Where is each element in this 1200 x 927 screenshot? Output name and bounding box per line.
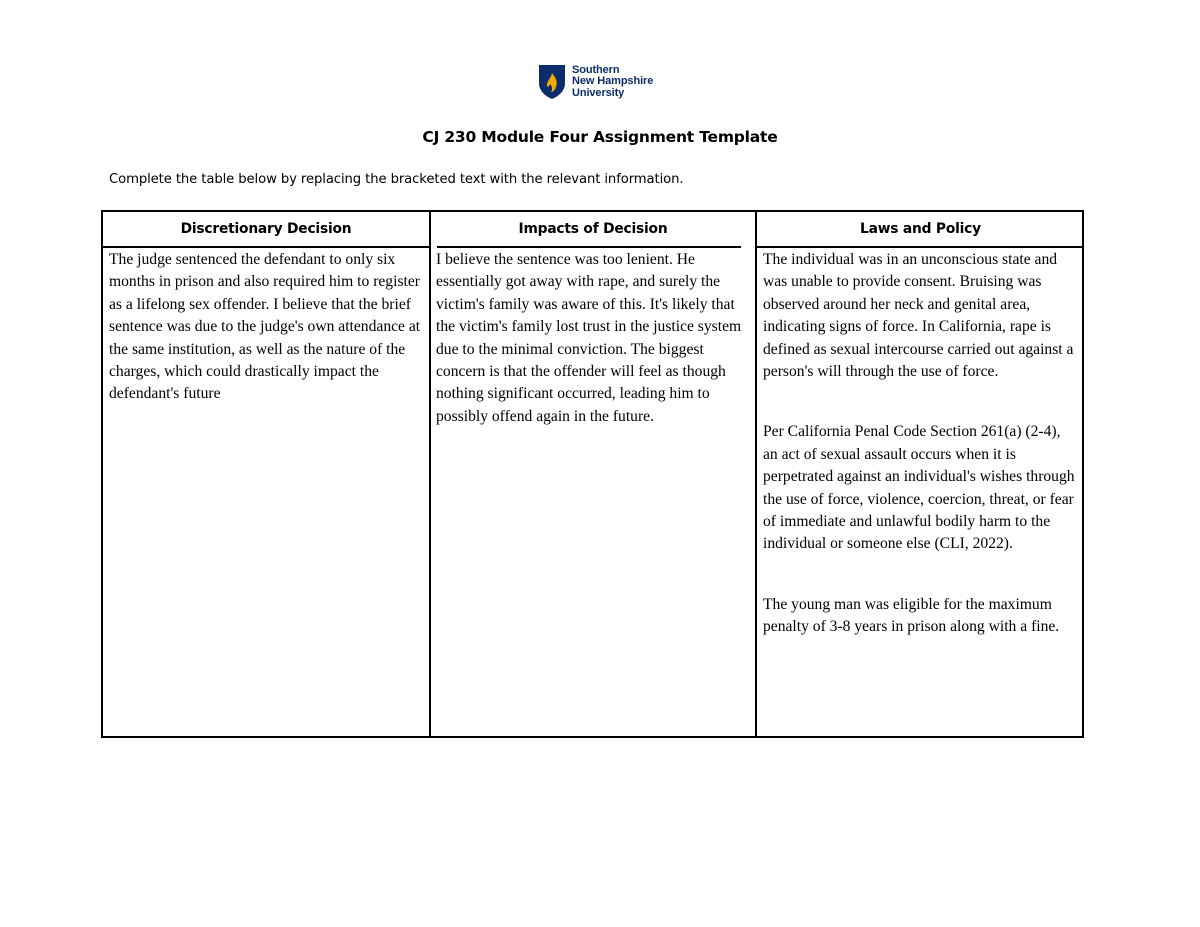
assignment-table: [101, 210, 1084, 738]
logo-wordmark: [572, 65, 653, 100]
header-impacts-of-decision: Impacts of Decision: [518, 221, 668, 237]
header-laws-and-policy: Laws and Policy: [860, 221, 981, 237]
page-title: CJ 230 Module Four Assignment Template: [422, 128, 778, 146]
laws-paragraph-1: The individual was in an unconscious state and was unable to provide consent. Bruising was observed around her neck and genital area, indicating signs of force. In California, rape is defined as sexual intercourse carried out against a person's will through the use of force.: [763, 251, 1074, 381]
logo-line-3: University: [572, 86, 625, 99]
column-divider: [429, 212, 431, 736]
laws-paragraph-2: Per California Penal Code Section 261(a) (2-4), an act of sexual assault occurs when it is perpetrated against an individual's wishes through the use of force, violence, coercion, threat, or fear of immediate and unlawful bodily harm to the individual or someone else (CLI, 2022).: [763, 423, 1075, 553]
university-logo: [538, 64, 653, 100]
shield-flame-icon: [538, 64, 566, 100]
cell-discretionary-decision[interactable]: The judge sentenced the defendant to only six months in prison and also required him to register as a lifelong sex offender. I believe that the brief sentence was due to the judge's own attendance at the same institution, as well as the nature of the charges, which could drastically impact the defendant's future: [109, 251, 421, 403]
laws-paragraph-3: The young man was eligible for the maximum penalty of 3-8 years in prison along with a fine.: [763, 595, 1060, 636]
header-divider: [757, 246, 1082, 248]
logo-line-1: Southern: [572, 63, 620, 76]
logo-line-2: New Hampshire: [572, 75, 654, 88]
instructions-text: Complete the table below by replacing the bracketed text with the relevant information.: [109, 172, 684, 187]
header-divider: [437, 246, 741, 248]
cell-laws-and-policy[interactable]: [763, 249, 1079, 639]
cell-impacts-of-decision[interactable]: I believe the sentence was too lenient. He essentially got away with rape, and surely the victim's family was aware of this. It's likely that the victim's family lost trust in the justice system due to the minimal conviction. The biggest concern is that the offender will feel as though nothing significant occurred, leading him to possibly offend again in the future.: [436, 251, 742, 425]
header-divider: [103, 246, 429, 248]
header-discretionary-decision: Discretionary Decision: [180, 221, 352, 237]
column-divider: [755, 212, 757, 736]
